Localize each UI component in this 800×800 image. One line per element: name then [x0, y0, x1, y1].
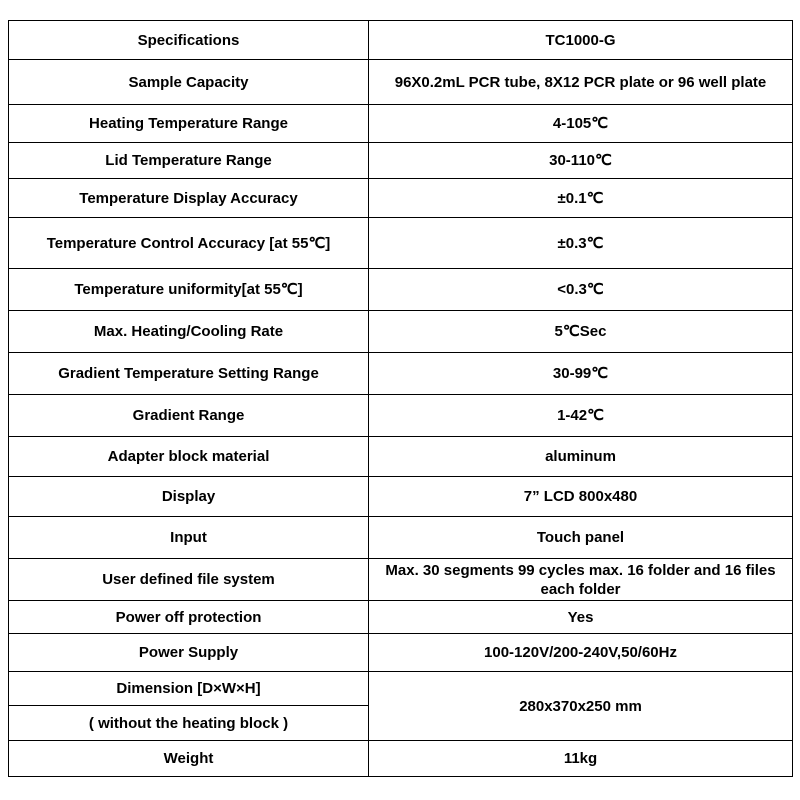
spec-label: Gradient Range: [9, 395, 369, 437]
table-row: [9, 60, 793, 105]
spec-value: ±0.3℃: [369, 218, 793, 269]
dimension-value: 280x370x250 mm: [369, 672, 793, 741]
table-row: [9, 634, 793, 672]
table-row: [9, 559, 793, 601]
table-row: [9, 437, 793, 477]
table-row: [9, 741, 793, 777]
spec-value: Yes: [369, 601, 793, 634]
spec-value: ±0.1℃: [369, 179, 793, 218]
spec-value: 30-110℃: [369, 143, 793, 179]
table-row: [9, 143, 793, 179]
spec-label: Input: [9, 517, 369, 559]
table-row: [9, 395, 793, 437]
spec-label: Gradient Temperature Setting Range: [9, 353, 369, 395]
table-row: [9, 21, 793, 60]
table-row: [9, 601, 793, 634]
spec-value: 7” LCD 800x480: [369, 477, 793, 517]
table-row: [9, 477, 793, 517]
weight-value: 11kg: [369, 741, 793, 777]
spec-label: Max. Heating/Cooling Rate: [9, 311, 369, 353]
weight-label: Weight: [9, 741, 369, 777]
table-row: [9, 218, 793, 269]
table-row: [9, 179, 793, 218]
spec-label: Lid Temperature Range: [9, 143, 369, 179]
spec-value: TC1000-G: [369, 21, 793, 60]
spec-table: [8, 20, 793, 777]
spec-label: Temperature Control Accuracy [at 55℃]: [9, 218, 369, 269]
table-row: [9, 311, 793, 353]
spec-value: 4-105℃: [369, 105, 793, 143]
spec-label: Temperature uniformity[at 55℃]: [9, 269, 369, 311]
table-row: [9, 353, 793, 395]
spec-value: <0.3℃: [369, 269, 793, 311]
dimension-label-line2: ( without the heating block ): [9, 706, 369, 741]
spec-label: Display: [9, 477, 369, 517]
table-row: [9, 105, 793, 143]
spec-value: Touch panel: [369, 517, 793, 559]
spec-label: Power off protection: [9, 601, 369, 634]
spec-label: User defined file system: [9, 559, 369, 601]
spec-value: aluminum: [369, 437, 793, 477]
spec-value: Max. 30 segments 99 cycles max. 16 folder and 16 files each folder: [369, 559, 793, 601]
spec-label: Adapter block material: [9, 437, 369, 477]
spec-value: 30-99℃: [369, 353, 793, 395]
table-row: [9, 517, 793, 559]
spec-label: Specifications: [9, 21, 369, 60]
table-row: [9, 269, 793, 311]
spec-value: 1-42℃: [369, 395, 793, 437]
spec-value: 5℃Sec: [369, 311, 793, 353]
spec-label: Sample Capacity: [9, 60, 369, 105]
spec-label: Temperature Display Accuracy: [9, 179, 369, 218]
spec-label: Heating Temperature Range: [9, 105, 369, 143]
dimension-label-line1: Dimension [D×W×H]: [9, 672, 369, 706]
spec-value: 100-120V/200-240V,50/60Hz: [369, 634, 793, 672]
table-row: [9, 672, 793, 706]
spec-label: Power Supply: [9, 634, 369, 672]
spec-value: 96X0.2mL PCR tube, 8X12 PCR plate or 96 well plate: [369, 60, 793, 105]
